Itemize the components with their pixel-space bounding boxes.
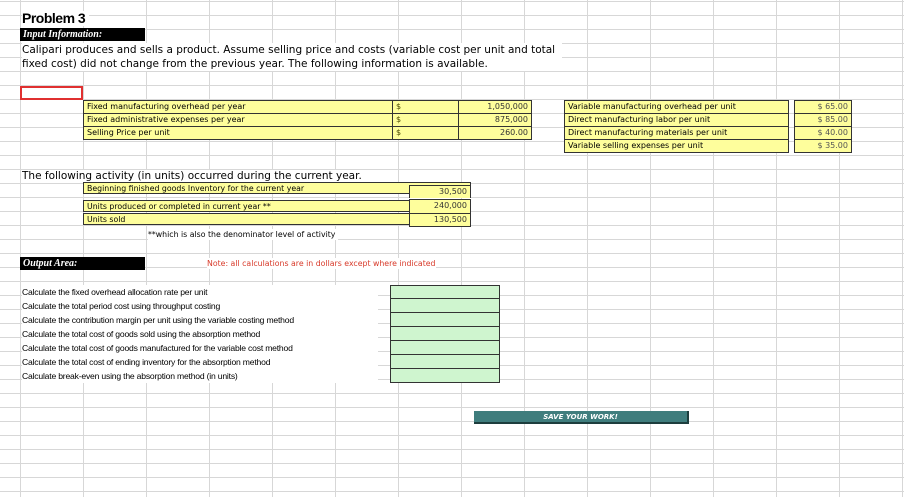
list-item: Calculate break-even using the absorption method (in units): [22, 371, 238, 381]
activity-label[interactable]: Beginning finished goods Inventory for the current year: [83, 182, 471, 194]
output-area-header: Output Area:: [20, 257, 145, 270]
answer-input[interactable]: [390, 299, 500, 313]
answer-input[interactable]: [390, 355, 500, 369]
activity-label[interactable]: Units sold: [83, 213, 471, 225]
variable-cost-label[interactable]: Direct manufacturing labor per unit: [565, 114, 789, 127]
table-row: [565, 101, 852, 114]
activity-value[interactable]: 130,500: [409, 213, 471, 227]
list-item: Calculate the contribution margin per unit using the variable costing method: [22, 315, 294, 325]
answer-input[interactable]: [390, 285, 500, 299]
footnote: **which is also the denominator level of activity: [148, 229, 338, 240]
list-item: Calculate the total period cost using throughput costing: [22, 301, 221, 311]
calculation-note: Note: all calculations are in dollars except where indicated: [207, 259, 436, 268]
intro-text: Calipari produces and sells a product. Assume selling price and costs (variable cost per unit and total fixed cost) did not change from the previous year. The following information is available.: [22, 43, 562, 71]
list-item: Calculate the total cost of goods sold using the absorption method: [22, 329, 261, 339]
fixed-cost-value[interactable]: 875,000: [459, 114, 532, 127]
currency-symbol[interactable]: $: [393, 101, 459, 114]
table-row: [84, 114, 532, 127]
problem-title: Problem 3: [22, 11, 89, 26]
currency-symbol[interactable]: $: [393, 114, 459, 127]
fixed-cost-label[interactable]: Fixed manufacturing overhead per year: [84, 101, 393, 114]
table-row: [84, 127, 532, 140]
variable-cost-label[interactable]: Variable selling expenses per unit: [565, 140, 789, 153]
answer-cells: [390, 285, 500, 383]
table-row: [84, 101, 532, 114]
list-item: Calculate the total cost of ending inventory for the absorption method: [22, 357, 271, 367]
variable-cost-label[interactable]: Direct manufacturing materials per unit: [565, 127, 789, 140]
fixed-cost-label[interactable]: Fixed administrative expenses per year: [84, 114, 393, 127]
variable-cost-value[interactable]: $ 35.00: [795, 140, 852, 153]
fixed-cost-label[interactable]: Selling Price per unit: [84, 127, 393, 140]
list-item: Calculate the fixed overhead allocation rate per unit: [22, 287, 208, 297]
variable-cost-value[interactable]: $ 85.00: [795, 114, 852, 127]
table-row: [565, 114, 852, 127]
activity-value[interactable]: 30,500: [409, 185, 471, 198]
table-row: [565, 127, 852, 140]
save-button[interactable]: SAVE YOUR WORK!: [474, 411, 689, 424]
selected-cell[interactable]: [20, 86, 83, 100]
activity-title: The following activity (in units) occurred during the current year.: [22, 170, 366, 182]
variable-cost-value[interactable]: $ 65.00: [795, 101, 852, 114]
activity-value[interactable]: 240,000: [409, 199, 471, 213]
answer-input[interactable]: [390, 341, 500, 355]
answer-input[interactable]: [390, 313, 500, 327]
answer-input[interactable]: [390, 369, 500, 383]
variable-cost-table: [564, 100, 852, 153]
input-information-header: Input Information:: [20, 28, 145, 41]
answer-input[interactable]: [390, 327, 500, 341]
fixed-cost-value[interactable]: 1,050,000: [459, 101, 532, 114]
currency-symbol[interactable]: $: [393, 127, 459, 140]
variable-cost-label[interactable]: Variable manufacturing overhead per unit: [565, 101, 789, 114]
table-row: [565, 140, 852, 153]
list-item: Calculate the total cost of goods manufactured for the variable cost method: [22, 343, 293, 353]
variable-cost-value[interactable]: $ 40.00: [795, 127, 852, 140]
fixed-cost-table: [83, 100, 532, 140]
activity-label[interactable]: Units produced or completed in current year **: [83, 200, 471, 212]
calculation-list: [22, 285, 378, 383]
fixed-cost-value[interactable]: 260.00: [459, 127, 532, 140]
